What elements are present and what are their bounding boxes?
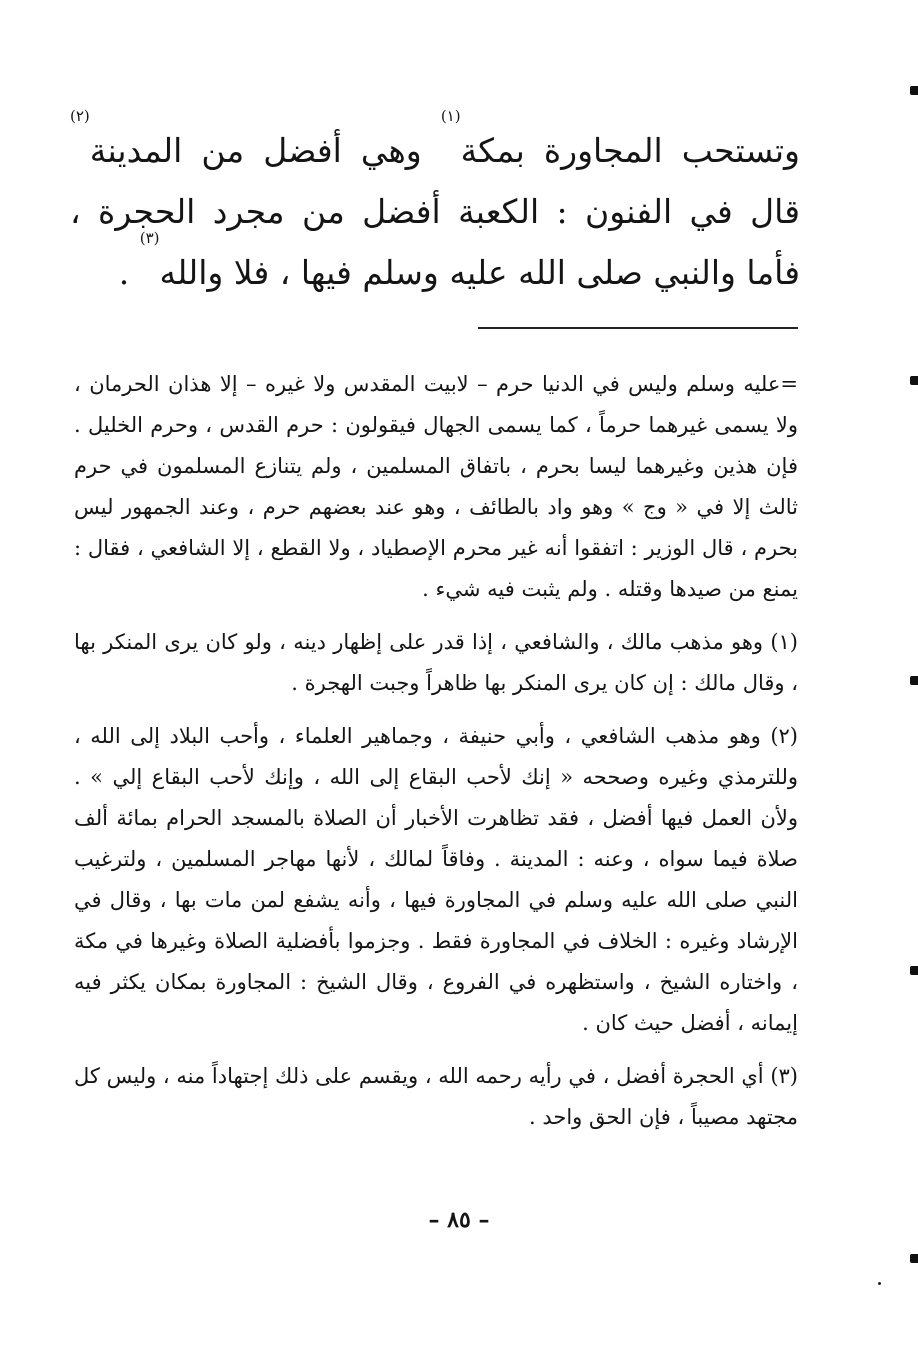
- scan-edge-mark: [910, 676, 918, 685]
- main-paragraph: [70, 107, 800, 303]
- scan-speck: [878, 1282, 881, 1285]
- scan-edge-mark: [910, 86, 918, 95]
- main-text-end: .: [118, 253, 140, 292]
- main-text-segment: وهي أفضل من المدينة: [89, 131, 441, 170]
- main-text-segment: وتستحب المجاورة بمكة: [460, 131, 800, 170]
- scan-edge-mark: [910, 1254, 918, 1263]
- scan-edge-mark: [910, 966, 918, 975]
- footnote-2: (٢) وهو مذهب الشافعي ، وأبي حنيفة ، وجماهير العلماء ، وأحب البلاد إلى الله ، وللترمذي وغيره وصححه « إنك لأحب البقاع إلى الله ، وإنك لأحب البقاع إلي » . ولأن العمل فيها أفضل ، فقد تظاهرت الأخبار أن الصلاة بالمسجد الحرام بمائة ألف صلاة فيما سواه ، وعنه : المدينة . وفاقاً لمالك ، لأنها مهاجر المسلمين ، ولترغيب النبي صلى الله عليه وسلم في المجاورة فيها ، وأنه يشفع لمن مات بها ، وقال في الإرشاد وغيره : الخلاف في المجاورة فقط . وجزموا بأفضلية الصلاة وغيرها في مكة ، واختاره الشيخ ، واستظهره في الفروع ، وقال الشيخ : المجاورة بمكان يكثر فيه إيمانه ، أفضل حيث كان .: [74, 724, 798, 1035]
- page-number: – ٨٥ –: [428, 1207, 490, 1233]
- footnote-3: (٣) أي الحجرة أفضل ، في رأيه رحمه الله ، ويقسم على ذلك إجتهاداً منه ، وليس كل مجتهد مصيباً ، فإن الحق واحد .: [74, 1064, 798, 1129]
- footnote-1: (١) وهو مذهب مالك ، والشافعي ، إذا قدر على إظهار دينه ، ولو كان يرى المنكر بها ، وقال مالك : إن كان يرى المنكر بها ظاهراً وجبت الهجرة .: [74, 630, 798, 695]
- footnote-ref-3: (٣): [139, 229, 160, 247]
- main-text-segment: قال في الفنون : الكعبة أفضل من مجرد الحجرة ، فأما والنبي صلى الله عليه وسلم فيها ، فلا والله: [70, 192, 800, 292]
- footnote-separator: [478, 327, 798, 329]
- footnote-continuation: =عليه وسلم وليس في الدنيا حرم – لابيت المقدس ولا غيره – إلا هذان الحرمان ، ولا يسمى غيرهما حرماً ، كما يسمى الجهال فيقولون : حرم القدس ، وحرم الخليل . فإن هذين وغيرهما ليسا بحرم ، باتفاق المسلمين ، ولم يتنازع المسلمون في حرم ثالث إلا في « وج » وهو واد بالطائف ، وهو عند بعضهم حرم ، وعند الجمهور ليس بحرم ، قال الوزير : اتفقوا أنه غير محرم الإصطياد ، ولا القطع ، إلا الشافعي ، فقال : يمنع من صيدها وقتله . ولم يثبت فيه شيء .: [74, 372, 798, 601]
- footnote-ref-1: (١): [440, 107, 461, 125]
- footnote-ref-2: (٢): [70, 107, 90, 125]
- footnotes: [74, 364, 798, 1138]
- scan-edge-mark: [910, 376, 918, 385]
